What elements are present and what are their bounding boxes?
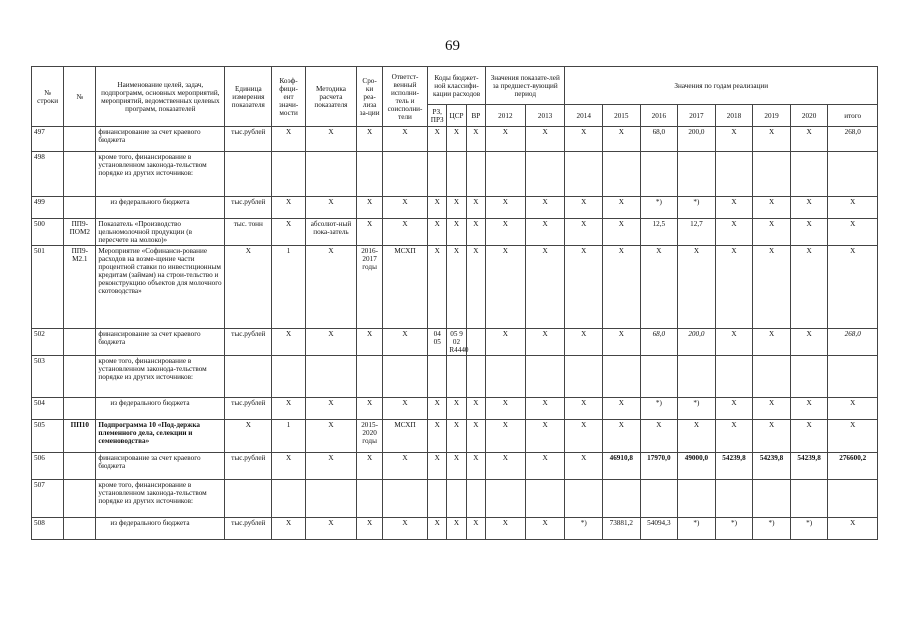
header-2014: 2014 <box>565 105 603 127</box>
cell-total: X <box>828 518 878 540</box>
cell-total: 268,0 <box>828 329 878 356</box>
cell-row: 497 <box>32 127 64 152</box>
cell-term: X <box>357 329 383 356</box>
cell-v2014: X <box>565 398 603 420</box>
cell-csr: X <box>447 219 466 246</box>
cell-term: X <box>357 518 383 540</box>
cell-term: X <box>357 453 383 480</box>
cell-v2016: X <box>640 246 678 329</box>
header-vr: ВР <box>466 105 485 127</box>
cell-total <box>828 480 878 518</box>
cell-v2018: X <box>715 197 753 219</box>
cell-v2013: X <box>525 197 565 219</box>
cell-rz: 04 05 <box>428 329 447 356</box>
cell-csr: X <box>447 127 466 152</box>
cell-v2015 <box>603 152 641 197</box>
cell-v2015: X <box>603 197 641 219</box>
table-body <box>32 127 878 540</box>
cell-total: X <box>828 246 878 329</box>
cell-term: X <box>357 398 383 420</box>
cell-v2020: X <box>790 398 828 420</box>
cell-total: X <box>828 398 878 420</box>
cell-v2019: X <box>753 197 791 219</box>
cell-v2012: X <box>486 197 526 219</box>
cell-no <box>64 453 96 480</box>
cell-v2020: X <box>790 329 828 356</box>
cell-rz: X <box>428 453 447 480</box>
header-2019: 2019 <box>753 105 791 127</box>
cell-row: 498 <box>32 152 64 197</box>
header-term: Сро-ки реа-лиза за-ции <box>357 67 383 127</box>
cell-v2014: X <box>565 197 603 219</box>
cell-vr <box>466 480 485 518</box>
header-prev-period: Значения показате-лей за предшест-вующий период <box>486 67 565 105</box>
cell-v2012: X <box>486 518 526 540</box>
cell-total <box>828 152 878 197</box>
cell-total <box>828 356 878 398</box>
cell-term: X <box>357 127 383 152</box>
table-row <box>32 420 878 453</box>
cell-no: ПП10 <box>64 420 96 453</box>
table-row <box>32 480 878 518</box>
cell-csr: X <box>447 246 466 329</box>
cell-v2016 <box>640 480 678 518</box>
cell-method: X <box>305 197 357 219</box>
cell-csr: X <box>447 398 466 420</box>
cell-name: финансирование за счет краевого бюджета <box>96 329 225 356</box>
cell-no <box>64 518 96 540</box>
cell-term: X <box>357 219 383 246</box>
cell-term <box>357 480 383 518</box>
cell-v2013: X <box>525 127 565 152</box>
cell-coef: X <box>272 398 305 420</box>
cell-v2017: 12,7 <box>678 219 716 246</box>
cell-v2012: X <box>486 219 526 246</box>
cell-v2014: X <box>565 420 603 453</box>
cell-rz: X <box>428 398 447 420</box>
table-row <box>32 329 878 356</box>
cell-name: Мероприятие «Софинанси-рование расходов на возме-щение части процентной ставки по инвестиционным кредитам (займам) на строи-тельство и реконструкцию объектов для молочного скотоводства» <box>96 246 225 329</box>
cell-csr <box>447 356 466 398</box>
cell-resp: X <box>382 219 427 246</box>
cell-unit: тыс.рублей <box>225 197 272 219</box>
cell-v2015: 73881,2 <box>603 518 641 540</box>
cell-vr <box>466 329 485 356</box>
cell-name: Показатель «Производство цельномолочной продукции (в пересчете на молоко)» <box>96 219 225 246</box>
cell-method: абсолют-ный пока-затель <box>305 219 357 246</box>
cell-v2019: X <box>753 420 791 453</box>
cell-coef: X <box>272 329 305 356</box>
cell-method: X <box>305 127 357 152</box>
cell-v2018: *) <box>715 518 753 540</box>
table-row <box>32 219 878 246</box>
cell-v2020: X <box>790 219 828 246</box>
cell-name: из федерального бюджета <box>96 398 225 420</box>
cell-rz: X <box>428 219 447 246</box>
cell-rz <box>428 152 447 197</box>
table-row <box>32 356 878 398</box>
cell-method <box>305 480 357 518</box>
cell-v2018: X <box>715 127 753 152</box>
cell-v2017: *) <box>678 197 716 219</box>
cell-v2013 <box>525 480 565 518</box>
cell-no <box>64 480 96 518</box>
cell-v2015 <box>603 356 641 398</box>
cell-v2014 <box>565 480 603 518</box>
cell-v2018: X <box>715 329 753 356</box>
cell-v2012: X <box>486 246 526 329</box>
cell-v2015: X <box>603 329 641 356</box>
cell-resp: X <box>382 329 427 356</box>
cell-v2017: *) <box>678 518 716 540</box>
cell-resp: МСХП <box>382 420 427 453</box>
cell-v2018: X <box>715 246 753 329</box>
cell-term: 2015-2020 годы <box>357 420 383 453</box>
cell-v2014: *) <box>565 518 603 540</box>
cell-coef: 1 <box>272 420 305 453</box>
cell-term <box>357 356 383 398</box>
cell-method: X <box>305 453 357 480</box>
cell-v2020 <box>790 152 828 197</box>
table-row <box>32 453 878 480</box>
cell-name: финансирование за счет краевого бюджета <box>96 453 225 480</box>
cell-unit: тыс. тонн <box>225 219 272 246</box>
cell-v2012: X <box>486 127 526 152</box>
cell-v2015: X <box>603 420 641 453</box>
cell-resp <box>382 356 427 398</box>
cell-no <box>64 356 96 398</box>
cell-unit: тыс.рублей <box>225 453 272 480</box>
cell-no <box>64 197 96 219</box>
program-table <box>31 66 878 540</box>
cell-v2017: *) <box>678 398 716 420</box>
cell-rz: X <box>428 420 447 453</box>
page-number: 69 <box>445 38 460 54</box>
header-2020: 2020 <box>790 105 828 127</box>
cell-v2018 <box>715 152 753 197</box>
cell-row: 501 <box>32 246 64 329</box>
cell-v2018: 54239,8 <box>715 453 753 480</box>
cell-name: кроме того, финансирование в установленном законода-тельством порядке из других источников: <box>96 480 225 518</box>
cell-resp: X <box>382 127 427 152</box>
cell-v2016: 54094,3 <box>640 518 678 540</box>
cell-v2020: X <box>790 197 828 219</box>
cell-row: 506 <box>32 453 64 480</box>
cell-v2017: 200,0 <box>678 329 716 356</box>
table-row <box>32 518 878 540</box>
table-row <box>32 127 878 152</box>
cell-total: X <box>828 197 878 219</box>
cell-v2017 <box>678 480 716 518</box>
cell-v2013: X <box>525 420 565 453</box>
cell-v2013 <box>525 356 565 398</box>
cell-v2017: 200,0 <box>678 127 716 152</box>
cell-resp: X <box>382 518 427 540</box>
cell-term: X <box>357 197 383 219</box>
cell-vr: X <box>466 453 485 480</box>
cell-v2019 <box>753 356 791 398</box>
cell-v2019: X <box>753 398 791 420</box>
cell-csr: X <box>447 518 466 540</box>
cell-method: X <box>305 518 357 540</box>
cell-v2012 <box>486 152 526 197</box>
cell-vr: X <box>466 398 485 420</box>
cell-v2017 <box>678 356 716 398</box>
cell-v2016: 68,0 <box>640 127 678 152</box>
cell-v2013 <box>525 152 565 197</box>
cell-rz: X <box>428 518 447 540</box>
header-total: итого <box>828 105 878 127</box>
cell-rz: X <box>428 197 447 219</box>
cell-resp: X <box>382 453 427 480</box>
cell-v2019: *) <box>753 518 791 540</box>
cell-csr <box>447 480 466 518</box>
cell-method: X <box>305 329 357 356</box>
cell-row: 504 <box>32 398 64 420</box>
header-2016: 2016 <box>640 105 678 127</box>
cell-v2016 <box>640 152 678 197</box>
cell-v2020: X <box>790 420 828 453</box>
cell-v2018 <box>715 480 753 518</box>
table-row <box>32 152 878 197</box>
cell-v2013: X <box>525 453 565 480</box>
header-unit: Единица измерения показателя <box>225 67 272 127</box>
cell-v2012 <box>486 356 526 398</box>
cell-v2014 <box>565 356 603 398</box>
cell-coef <box>272 480 305 518</box>
cell-v2016: 17970,0 <box>640 453 678 480</box>
cell-name: финансирование за счет краевого бюджета <box>96 127 225 152</box>
cell-resp <box>382 480 427 518</box>
cell-no: ПП9-М2.1 <box>64 246 96 329</box>
cell-no <box>64 398 96 420</box>
header-2013: 2013 <box>525 105 565 127</box>
cell-v2015: X <box>603 219 641 246</box>
cell-v2014: X <box>565 219 603 246</box>
cell-v2013: X <box>525 398 565 420</box>
cell-method: X <box>305 246 357 329</box>
cell-v2013: X <box>525 518 565 540</box>
cell-v2016: *) <box>640 197 678 219</box>
cell-v2020 <box>790 480 828 518</box>
header-responsible: Ответст-венный исполни-тель и соисполни-тели <box>382 67 427 127</box>
cell-csr: X <box>447 197 466 219</box>
cell-v2013: X <box>525 219 565 246</box>
cell-v2018 <box>715 356 753 398</box>
cell-v2018: X <box>715 420 753 453</box>
cell-name: из федерального бюджета <box>96 197 225 219</box>
cell-csr: X <box>447 420 466 453</box>
cell-name: из федерального бюджета <box>96 518 225 540</box>
header-2018: 2018 <box>715 105 753 127</box>
cell-v2019: 54239,8 <box>753 453 791 480</box>
cell-coef: X <box>272 127 305 152</box>
cell-unit: тыс.рублей <box>225 518 272 540</box>
header-coef: Коэф-фици-ент значи-мости <box>272 67 305 127</box>
cell-row: 503 <box>32 356 64 398</box>
cell-rz: X <box>428 246 447 329</box>
cell-row: 505 <box>32 420 64 453</box>
cell-total: X <box>828 420 878 453</box>
cell-vr: X <box>466 420 485 453</box>
cell-coef <box>272 152 305 197</box>
cell-coef <box>272 356 305 398</box>
cell-resp: X <box>382 197 427 219</box>
table-row <box>32 246 878 329</box>
cell-method: X <box>305 420 357 453</box>
cell-row: 508 <box>32 518 64 540</box>
cell-coef: X <box>272 518 305 540</box>
cell-rz <box>428 480 447 518</box>
cell-v2016: 12,5 <box>640 219 678 246</box>
cell-v2018: X <box>715 398 753 420</box>
cell-term: 2016-2017 годы <box>357 246 383 329</box>
cell-v2014 <box>565 152 603 197</box>
cell-unit: X <box>225 246 272 329</box>
cell-row: 499 <box>32 197 64 219</box>
cell-vr <box>466 152 485 197</box>
header-budget-codes: Коды бюджет-ной классифи-кации расходов <box>428 67 486 105</box>
cell-rz: X <box>428 127 447 152</box>
cell-v2014: X <box>565 453 603 480</box>
table-row <box>32 398 878 420</box>
cell-rz <box>428 356 447 398</box>
cell-v2012: X <box>486 420 526 453</box>
table-row <box>32 197 878 219</box>
cell-v2014: X <box>565 329 603 356</box>
cell-v2016: 68,0 <box>640 329 678 356</box>
cell-resp: X <box>382 398 427 420</box>
cell-v2015 <box>603 480 641 518</box>
cell-v2015: X <box>603 246 641 329</box>
cell-vr: X <box>466 518 485 540</box>
cell-v2019 <box>753 152 791 197</box>
cell-v2015: 46910,8 <box>603 453 641 480</box>
cell-v2012: X <box>486 398 526 420</box>
cell-v2017 <box>678 152 716 197</box>
cell-method <box>305 356 357 398</box>
cell-no <box>64 329 96 356</box>
cell-unit: X <box>225 420 272 453</box>
cell-total: 276600,2 <box>828 453 878 480</box>
cell-vr: X <box>466 127 485 152</box>
cell-v2020: 54239,8 <box>790 453 828 480</box>
cell-v2019: X <box>753 127 791 152</box>
cell-csr: 05 9 02 R4440 <box>447 329 466 356</box>
header-method: Методика расчета показателя <box>305 67 357 127</box>
cell-v2019: X <box>753 246 791 329</box>
cell-name: кроме того, финансирование в установленном законода-тельством порядке из других источников: <box>96 152 225 197</box>
cell-row: 507 <box>32 480 64 518</box>
cell-unit: тыс.рублей <box>225 329 272 356</box>
cell-v2019 <box>753 480 791 518</box>
cell-v2012: X <box>486 329 526 356</box>
cell-unit <box>225 480 272 518</box>
cell-term <box>357 152 383 197</box>
cell-unit: тыс.рублей <box>225 398 272 420</box>
cell-v2015: X <box>603 127 641 152</box>
cell-v2016: X <box>640 420 678 453</box>
cell-coef: X <box>272 219 305 246</box>
cell-v2020: X <box>790 127 828 152</box>
cell-no: ПП9-ПОМ2 <box>64 219 96 246</box>
cell-no <box>64 127 96 152</box>
cell-row: 502 <box>32 329 64 356</box>
cell-unit <box>225 356 272 398</box>
cell-total: X <box>828 219 878 246</box>
cell-row: 500 <box>32 219 64 246</box>
cell-method: X <box>305 398 357 420</box>
cell-v2016 <box>640 356 678 398</box>
cell-no <box>64 152 96 197</box>
cell-v2019: X <box>753 329 791 356</box>
header-2017: 2017 <box>678 105 716 127</box>
cell-total: 268,0 <box>828 127 878 152</box>
header-no: № <box>64 67 96 127</box>
cell-vr <box>466 356 485 398</box>
cell-coef: 1 <box>272 246 305 329</box>
header-rz: РЗ, ПРЗ <box>428 105 447 127</box>
cell-resp <box>382 152 427 197</box>
cell-v2014: X <box>565 246 603 329</box>
cell-unit <box>225 152 272 197</box>
cell-v2020: *) <box>790 518 828 540</box>
cell-v2020: X <box>790 246 828 329</box>
cell-v2013: X <box>525 329 565 356</box>
cell-v2012: X <box>486 453 526 480</box>
cell-v2014: X <box>565 127 603 152</box>
cell-v2020 <box>790 356 828 398</box>
cell-v2018: X <box>715 219 753 246</box>
header-2012: 2012 <box>486 105 526 127</box>
header-csr: ЦСР <box>447 105 466 127</box>
cell-v2015: X <box>603 398 641 420</box>
cell-resp: МСХП <box>382 246 427 329</box>
cell-name: Подпрограмма 10 «Под-держка племенного дела, селекции и семеноводства» <box>96 420 225 453</box>
cell-vr: X <box>466 197 485 219</box>
cell-v2016: *) <box>640 398 678 420</box>
cell-method <box>305 152 357 197</box>
header-years-values: Значения по годам реализации <box>565 67 878 105</box>
header-name: Наименование целей, задач, подпрограмм, основных мероприятий, мероприятий, ведомственных целевых программ, показателей <box>96 67 225 127</box>
cell-v2013: X <box>525 246 565 329</box>
cell-coef: X <box>272 197 305 219</box>
cell-csr: X <box>447 453 466 480</box>
cell-vr: X <box>466 246 485 329</box>
cell-v2017: X <box>678 246 716 329</box>
cell-unit: тыс.рублей <box>225 127 272 152</box>
cell-name: кроме того, финансирование в установленном законода-тельством порядке из других источников: <box>96 356 225 398</box>
cell-vr: X <box>466 219 485 246</box>
cell-v2017: 49000,0 <box>678 453 716 480</box>
cell-csr <box>447 152 466 197</box>
cell-v2017: X <box>678 420 716 453</box>
header-row-no: № строки <box>32 67 64 127</box>
header-2015: 2015 <box>603 105 641 127</box>
cell-coef: X <box>272 453 305 480</box>
cell-v2019: X <box>753 219 791 246</box>
cell-v2012 <box>486 480 526 518</box>
